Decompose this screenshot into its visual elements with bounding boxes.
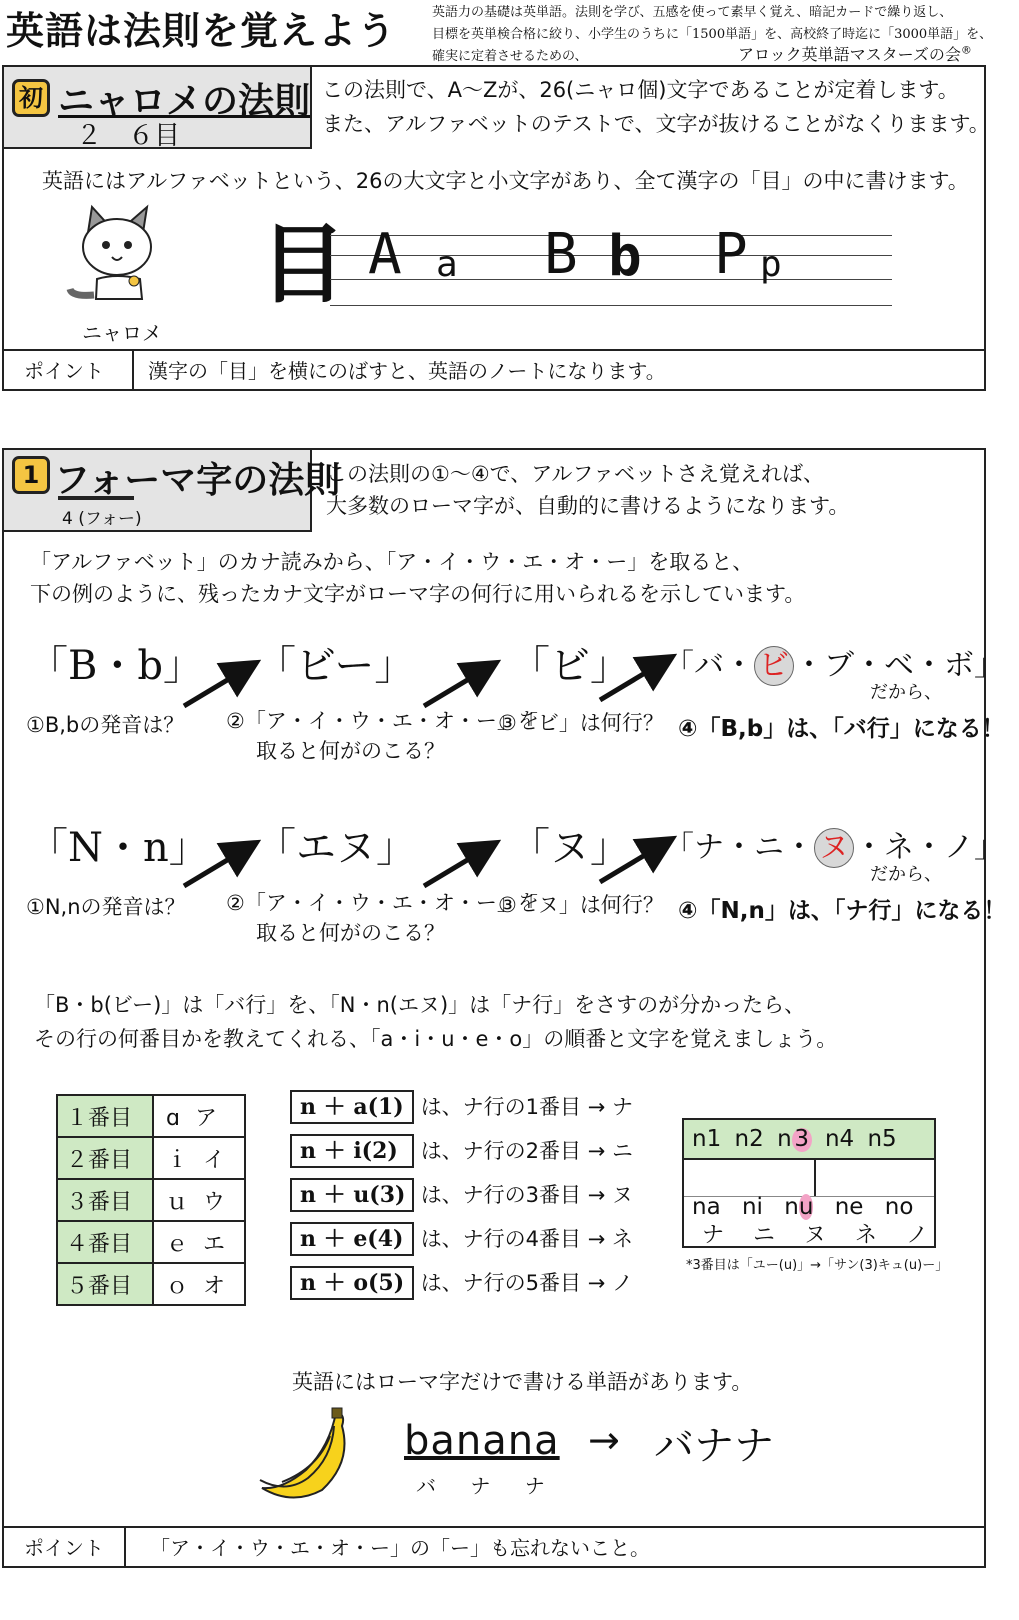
ex2-dakara: だから、 [870,864,942,885]
ex2-row-mark: ヌ [814,828,854,868]
intro-line: 確実に定着させるための、 [432,49,588,64]
banana-word: banana [404,1418,560,1464]
intro-line: 英語力の基礎は英単語。法則を学び、五感を使って素早く覚え、暗記カードで繰り返し、 [432,5,953,20]
law-title: ニャロメの法則 [58,81,311,122]
ex2-bracket-3: 「ヌ」 [510,825,630,871]
arrow-icon [424,850,484,886]
law-badge: 1 [12,456,50,494]
order-cell: １番目 [57,1095,153,1137]
summary-line: その行の何番目かを教えてくれる、「a・i・u・e・o」の順番と文字を覚えましょう。 [34,1027,838,1051]
equation-row [290,1134,633,1170]
vowel-cell: ɑ ア [153,1095,245,1137]
roman-word-text: 英語にはローマ字だけで書ける単語があります。 [292,1370,753,1394]
letter-A: A [368,222,402,287]
organization-name [738,42,972,65]
law-title: フォーマ字の法則 [54,460,341,501]
equation-result: は、ナ行の3番目 → ヌ [420,1183,633,1207]
row-cell: ニ [753,1223,776,1248]
vowel-cell: ｉ イ [153,1137,245,1179]
ex2-step-3: ③「ヌ」は何行？ [498,893,664,917]
ex1-row-mark: ビ [754,646,794,686]
kana-cell: ナ [470,1474,491,1498]
equation-formula: n ＋ i(2) [290,1134,414,1168]
equation-row [290,1090,633,1126]
ex2-step-1: ①N,nの発音は？ [26,895,186,919]
summary-text [34,988,837,1056]
arrow-icon [424,670,484,706]
equation-formula: n ＋ e(4) [290,1222,414,1256]
letter-a: a [436,244,458,285]
row-cell-highlight: u [798,1194,814,1220]
ex2-step-2a: ②「ア・イ・ウ・エ・オ・ー」を [226,891,539,915]
equation-result: は、ナ行の1番目 → ナ [420,1095,633,1119]
letter-P: P [714,222,748,287]
order-cell: ４番目 [57,1221,153,1263]
row-cell: ne [834,1194,864,1220]
ex1-step-2a: ②「ア・イ・ウ・エ・オ・ー」を [226,709,539,733]
row-cell: n1 [692,1126,722,1152]
row-cell: n [784,1194,799,1220]
order-cell: ３番目 [57,1179,153,1221]
down-arrow-icon [814,1160,816,1196]
point-row [4,349,984,391]
registered-mark: ® [960,43,972,57]
point-label: ポイント [4,351,134,391]
letter-B: B [544,222,578,287]
kana-row [702,1218,928,1249]
ex2-bracket-1: 「N・n」 [28,825,209,871]
ex1-step-1: ①B,bの発音は？ [26,713,185,737]
table-row [57,1095,245,1137]
cat-label: ニャロメ [82,321,162,345]
letter-b: b [608,224,642,289]
ex1-step-3: ③「ビ」は何行？ [498,711,664,735]
law-section-forma [2,448,1007,1568]
ex1-dakara: だから、 [870,682,942,703]
ex2-step-2b: 取ると何がのこる？ [256,921,445,945]
equation-list [290,1090,633,1302]
law-subtitle: ２ ６目 [76,121,181,151]
row-cell: n4 [824,1126,855,1152]
table-row [57,1263,245,1305]
row-cell: ノ [906,1223,929,1248]
ex2-row-post: ・ネ・ノ」 [854,830,1004,865]
order-cell: ２番目 [57,1137,153,1179]
law-description [322,73,990,141]
point-row [4,1526,984,1568]
desc-line: この法則で、A〜Zが、26(ニャロ個)文字であることが定着します。 [322,78,959,102]
equation-formula: n ＋ a(1) [290,1090,414,1124]
desc-line: この法則の①〜④で、アルファベットさえ覚えれば、 [326,462,824,486]
banana-kana-row [416,1470,545,1499]
vowel-cell: ｏ オ [153,1263,245,1305]
line-4 [330,305,892,306]
desc-line: また、アルファベットのテストで、文字が抜けることがなくりまます。 [322,112,990,136]
equation-result: は、ナ行の4番目 → ネ [420,1227,633,1251]
ex2-bracket-2: 「エヌ」 [256,825,416,871]
equation-formula: n ＋ o(5) [290,1266,414,1300]
row-cell: na [692,1194,721,1220]
row-cell-highlight: 3 [792,1128,812,1152]
roma-row [692,1194,913,1220]
law-body-text: 英語にはアルファベットという、26の大文字と小文字があり、全て漢字の「目」の中に書けます。 [42,169,969,193]
table-row [57,1179,245,1221]
point-label: ポイント [4,1528,126,1568]
law-badge: 初 [12,79,50,117]
intro-line: 目標を英単検合格に絞り、小学生のうちに「1500単語」を、高校終了時迄に「3000単語」を、 [432,27,993,42]
banana-arrow: → [588,1418,620,1462]
arrow-icon [600,846,660,882]
row-cell: n2 [734,1126,764,1152]
equation-row [290,1222,633,1258]
table-row [57,1221,245,1263]
ex1-row-pre: 「バ・ [664,648,754,683]
flow-arrows [4,450,984,950]
desc-line: 大多数のローマ字が、自動的に書けるようになります。 [326,494,850,518]
row-cell: n5 [867,1126,897,1152]
letter-p: p [760,244,782,285]
ex1-bracket-1: 「B・b」 [28,643,203,689]
arrow-icon [600,664,660,700]
row-cell: n [777,1126,792,1152]
ex1-step-2b: 取ると何がのこる？ [256,739,445,763]
ex2-row-pre: 「ナ・ニ・ [664,830,814,865]
equation-row [290,1266,633,1302]
law-section-nyarome [2,65,990,391]
row-cell: ネ [855,1223,878,1248]
kana-cell: バ [416,1474,436,1498]
point-text: 「ア・イ・ウ・エ・オ・ー」の「ー」も忘れないこと。 [150,1536,650,1560]
table-row [57,1137,245,1179]
law-subtitle: 4 (フォー) [62,509,142,529]
order-cell: ５番目 [57,1263,153,1305]
number-row [684,1120,934,1160]
page-title: 英語は法則を覚えよう [6,9,397,53]
row-cell: no [884,1194,914,1220]
summary-line: 「B・b(ビー)」は「バ行」を、「N・n(エヌ)」は「ナ行」をさすのが分かったら、 [34,993,806,1017]
equation-result: は、ナ行の5番目 → ノ [420,1271,633,1295]
row-cell: ヌ [804,1223,827,1248]
na-row-panel [682,1118,936,1248]
law-header [4,67,312,149]
org-label: アロック英単語マスターズの会 [738,45,961,64]
equation-result: は、ナ行の2番目 → ニ [420,1139,633,1163]
vowel-order-table [56,1094,246,1306]
kana-cell: ナ [524,1474,545,1498]
row-cell: ni [741,1194,763,1220]
cat-illustration [62,199,172,309]
banana-illustration [252,1406,362,1506]
equation-row [290,1178,633,1214]
point-text: 漢字の「目」を横にのばすと、英語のノートになります。 [148,359,666,383]
vowel-cell: ｅ エ [153,1221,245,1263]
arrow-icon [184,670,244,706]
ex2-step-4: ④「N,n」は、「ナ行」になる！ [678,898,1007,924]
arrow-icon [184,850,244,886]
body-line: 下の例のように、残ったカナ文字がローマ字の何行に用いられるを示しています。 [30,582,806,606]
banana-katakana: バナナ [654,1423,774,1469]
ex1-bracket-3: 「ビ」 [510,643,630,689]
ex1-step-4: ④「B,b」は、「バ行」になる！ [678,716,1005,742]
ex1-row-post: ・ブ・ベ・ボ」 [794,648,1004,683]
vowel-cell: ｕ ウ [153,1179,245,1221]
body-line: 「アルファベット」のカナ読みから、「ア・イ・ウ・エ・オ・ー」を取ると、 [30,550,754,574]
equation-formula: n ＋ u(3) [290,1178,414,1212]
panel-note: *3番目は「ユー(u)」→「サン(3)キュ(u)ー」 [686,1258,949,1273]
row-cell: ナ [702,1223,725,1248]
ex1-bracket-2: 「ビー」 [256,643,415,689]
kanji-me: 目 [260,215,346,315]
